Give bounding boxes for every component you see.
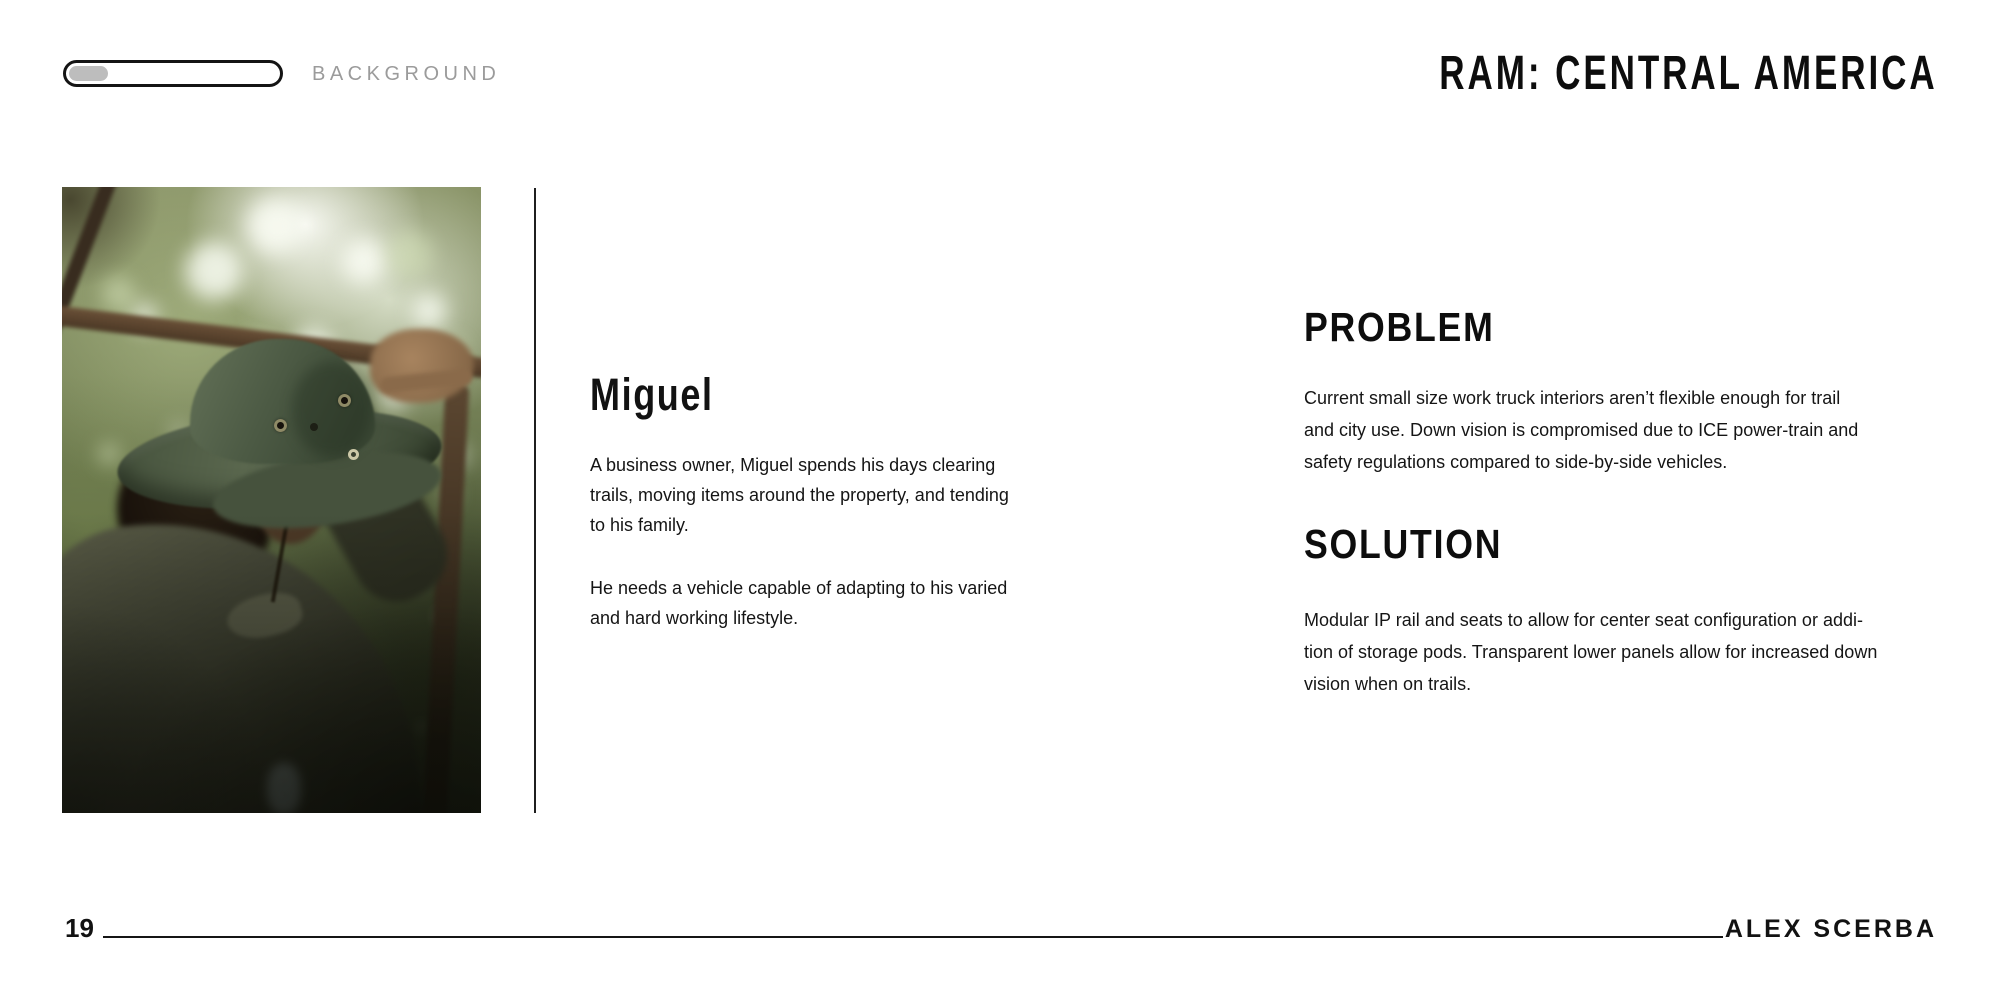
column-divider <box>534 188 536 813</box>
text-line: He needs a vehicle capable of adapting to his varied <box>590 578 1008 598</box>
problem-text <box>1304 382 1858 478</box>
slide-title-text: RAM: CENTRAL AMERICA <box>1439 47 1938 100</box>
persona-needs <box>590 573 1007 633</box>
text-line: A business owner, Miguel spends his days clearing <box>590 455 996 475</box>
progress-bar <box>63 60 283 87</box>
solution-heading: SOLUTION <box>1304 521 1503 567</box>
text-line: to his family. <box>590 515 689 535</box>
photo-vignette <box>62 187 481 813</box>
slide-title <box>1255 47 1938 100</box>
text-line: and hard working lifestyle. <box>590 608 799 628</box>
footer-rule <box>103 936 1723 938</box>
solution-text <box>1304 604 1877 700</box>
progress-fill <box>69 66 108 81</box>
text-line: vision when on trails. <box>1304 674 1472 694</box>
persona-description <box>590 450 1009 540</box>
problem-heading: PROBLEM <box>1304 304 1495 350</box>
persona-name: Miguel <box>590 369 714 420</box>
text-line: Current small size work truck interiors aren’t flexible enough for trail <box>1304 388 1841 408</box>
persona-photo <box>62 187 481 813</box>
text-line: safety regulations compared to side-by-side vehicles. <box>1304 452 1728 472</box>
author-name: ALEX SCERBA <box>1724 915 1937 943</box>
text-line: trails, moving items around the property, and tending <box>590 485 1009 505</box>
text-line: and city use. Down vision is compromised due to ICE power-train and <box>1304 420 1859 440</box>
text-line: Modular IP rail and seats to allow for center seat configuration or addi- <box>1304 610 1863 630</box>
page-number: 19 <box>65 913 94 943</box>
text-line: tion of storage pods. Transparent lower panels allow for increased down <box>1304 642 1878 662</box>
section-label: BACKGROUND <box>312 63 501 85</box>
